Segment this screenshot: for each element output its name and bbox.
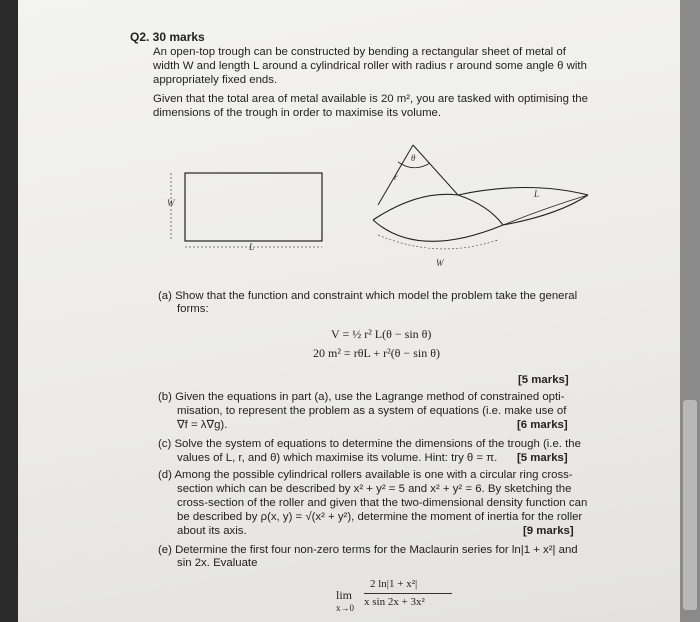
part-a-line-2: forms:: [177, 303, 209, 315]
part-d-line-3: cross-section of the roller and given that the two-dimensional density function can: [177, 497, 588, 509]
limit-denominator: x sin 2x + 3x²: [364, 596, 425, 608]
part-b-line-2: misation, to represent the problem as a system of equations (i.e. make use of: [177, 405, 567, 417]
part-b-marks: [6 marks]: [517, 419, 568, 431]
limit-operator: lim: [336, 588, 353, 602]
limit-subscript: x→0: [336, 603, 354, 613]
part-c-marks: [5 marks]: [517, 452, 568, 464]
part-e-line-2: sin 2x. Evaluate: [177, 557, 258, 569]
w-arc-dimension: [378, 235, 498, 249]
trough-top-edge: [458, 188, 588, 196]
part-d-marks: [9 marks]: [523, 525, 574, 537]
given-line-1: Given that the total area of metal available is 20 m², you are tasked with optimising the: [153, 93, 588, 105]
r-label: r: [394, 172, 398, 182]
given-line-2: dimensions of the trough in order to maximise its volume.: [153, 107, 442, 119]
document-page: [18, 0, 682, 622]
rect-l-label: L: [249, 242, 255, 252]
part-e-line-1: (e) Determine the first four non-zero terms for the Maclaurin series for ln|1 + x²| and: [158, 544, 578, 556]
limit-numerator: 2 ln|1 + x²|: [370, 578, 418, 590]
part-d-line-2: section which can be described by x² + y² = 5 and x² + y² = 6. By sketching the: [177, 483, 572, 495]
question-title: Q2. 30 marks: [130, 30, 205, 44]
intro-line-2: width W and length L around a cylindrical roller with radius r around some angle θ with: [153, 60, 587, 72]
scrollbar-thumb[interactable]: [683, 400, 697, 610]
volume-equation: V = ½ r² L(θ − sin θ): [331, 327, 432, 341]
constraint-equation: 20 m² = rθL + r²(θ − sin θ): [313, 346, 440, 360]
part-d-line-1: (d) Among the possible cylindrical rollers available is one with a circular ring cross-: [158, 469, 573, 481]
trough-rim-back: [373, 194, 503, 225]
trough-figure: [158, 135, 628, 275]
roller-radius-right: [413, 145, 458, 195]
theta-label: θ: [411, 153, 416, 163]
intro-line-3: appropriately fixed ends.: [153, 74, 278, 86]
trough-w-label: W: [436, 258, 444, 268]
part-d-line-5: about its axis.: [177, 525, 247, 537]
part-c-line-2: values of L, r, and θ) which maximise its volume. Hint: try θ = π.: [177, 452, 498, 464]
intro-line-1: An open-top trough can be constructed by bending a rectangular sheet of metal of: [153, 46, 566, 58]
part-b-line-3: ∇f = λ∇g).: [177, 419, 228, 431]
limit-fraction-bar: [364, 593, 452, 594]
part-a-marks: [5 marks]: [518, 374, 569, 386]
trough-inner-edge: [503, 195, 588, 225]
trough-l-label: L: [534, 189, 540, 199]
part-d-line-4: be described by ρ(x, y) = √(x² + y²), determine the moment of inertia for the roller: [177, 511, 583, 523]
part-c-line-1: (c) Solve the system of equations to determine the dimensions of the trough (i.e. the: [158, 438, 581, 450]
part-a-line-1: (a) Show that the function and constraint which model the problem take the general: [158, 290, 578, 302]
left-bezel: [0, 0, 18, 622]
part-b-line-1: (b) Given the equations in part (a), use the Lagrange method of constrained opti-: [158, 391, 565, 403]
rect-w-label: W: [167, 198, 175, 208]
trough-bottom-curve: [373, 220, 503, 241]
metal-sheet-rect: [185, 173, 322, 241]
trough-lower-edge: [503, 195, 588, 225]
